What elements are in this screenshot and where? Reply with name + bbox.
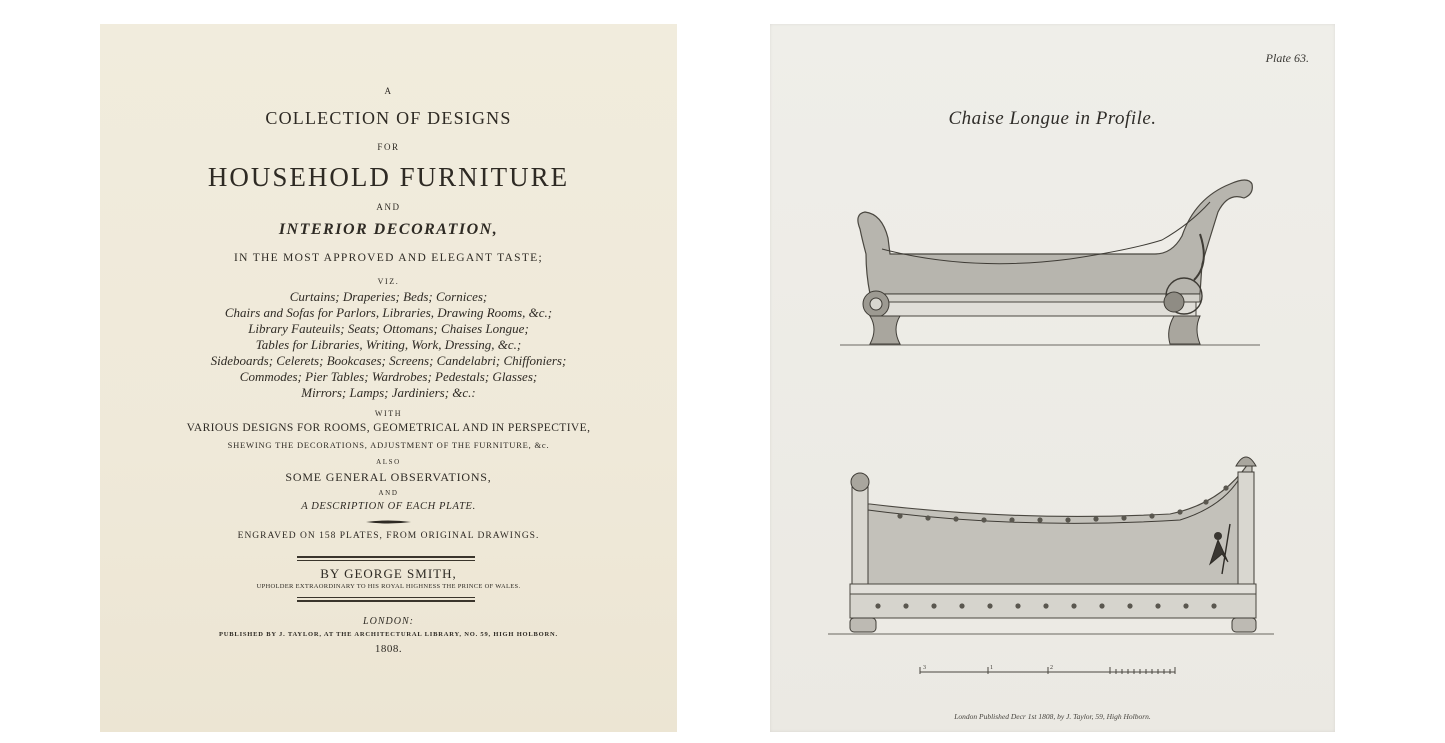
title-published: PUBLISHED BY J. TAYLOR, AT THE ARCHITECTURAL LIBRARY, NO. 59, HIGH HOLBORN. [219, 631, 558, 638]
chaise-longue-profile-drawing [770, 154, 1335, 374]
plate-imprint: London Published Decr 1st 1808, by J. Taylor, 59, High Holborn. [954, 712, 1151, 721]
title-london: LONDON: [363, 616, 414, 627]
title-household-furniture: HOUSEHOLD FURNITURE [207, 162, 570, 192]
furniture-list-item: Curtains; Draperies; Beds; Cornices; [289, 289, 488, 304]
title-various-designs: VARIOUS DESIGNS FOR ROOMS, GEOMETRICAL AND IN PERSPECTIVE, [186, 422, 591, 434]
furniture-list-item: Library Fauteuils; Seats; Ottomans; Chaises Longue; [248, 321, 529, 336]
title-and: AND [376, 202, 401, 212]
title-viz: VIZ. [377, 277, 400, 286]
title-collection: COLLECTION OF DESIGNS [265, 108, 512, 128]
scale-label: 2 [1050, 665, 1053, 671]
divider-rule [297, 560, 475, 561]
furniture-list-item: Commodes; Pier Tables; Wardrobes; Pedestals; Glasses; [239, 369, 538, 384]
title-description: A DESCRIPTION OF EACH PLATE. [301, 501, 476, 512]
scale-label: 1 [990, 665, 993, 671]
title-observations: SOME GENERAL OBSERVATIONS, [285, 470, 492, 484]
plate-page [770, 24, 1335, 732]
title-also: ALSO [376, 458, 401, 466]
furniture-list-item: Chairs and Sofas for Parlors, Libraries, Drawing Rooms, &c.; [224, 305, 553, 320]
title-for: FOR [377, 142, 400, 152]
furniture-list-item: Sideboards; Celerets; Bookcases; Screens; Candelabri; Chiffoniers; [210, 353, 567, 368]
furniture-list-item: Mirrors; Lamps; Jardiniers; &c.: [301, 385, 476, 400]
title-shewing: SHEWING THE DECORATIONS, ADJUSTMENT OF THE FURNITURE, &c. [227, 440, 550, 450]
title-article: A [384, 86, 393, 96]
title-taste: IN THE MOST APPROVED AND ELEGANT TASTE; [234, 252, 543, 264]
title-engraved: ENGRAVED ON 158 PLATES, FROM ORIGINAL DRAWINGS. [237, 531, 540, 541]
title-with: WITH [374, 409, 403, 418]
chaise-longue-elevation-drawing [770, 444, 1335, 654]
title-author: BY GEORGE SMITH, [320, 566, 457, 581]
title-interior-decoration: INTERIOR DECORATION, [278, 221, 499, 238]
title-page [100, 24, 677, 732]
divider-rule [297, 597, 475, 598]
title-year: 1808. [374, 643, 403, 655]
furniture-list-item: Tables for Libraries, Writing, Work, Dressing, &c.; [255, 337, 522, 352]
title-and-2: AND [378, 489, 399, 497]
plate-title: Chaise Longue in Profile. [948, 108, 1157, 129]
plate-number: Plate 63. [1265, 51, 1309, 65]
divider-rule [297, 600, 475, 602]
ornamental-dash [100, 517, 677, 527]
scale-label: 3 [923, 665, 926, 671]
divider-rule [297, 556, 475, 558]
scale-bar [770, 662, 1335, 678]
title-upholder: UPHOLDER EXTRAORDINARY TO HIS ROYAL HIGHNESS THE PRINCE OF WALES. [256, 583, 521, 590]
